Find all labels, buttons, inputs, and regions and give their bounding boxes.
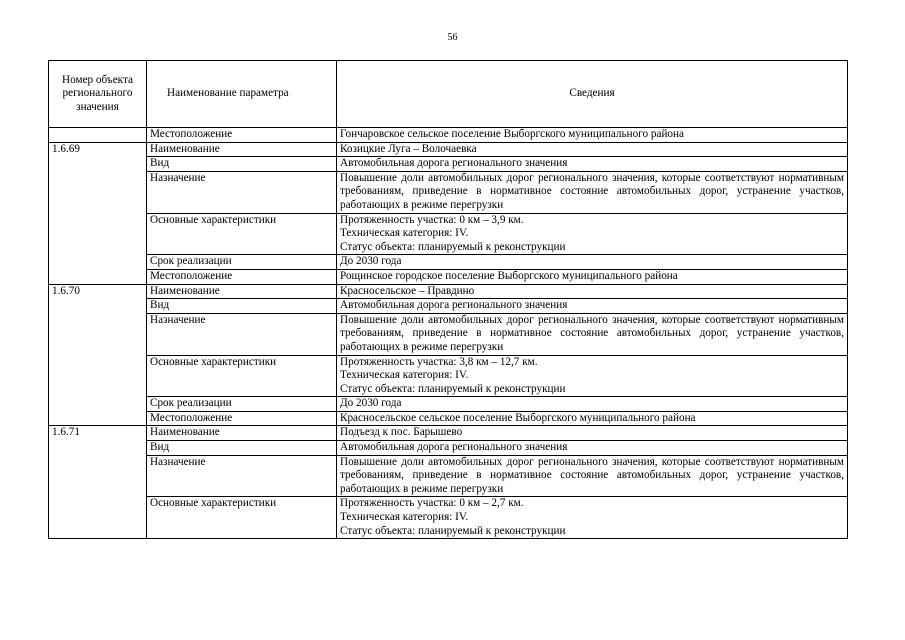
value-cell: Автомобильная дорога регионального значения [337, 157, 848, 172]
param-cell: Назначение [147, 455, 337, 497]
table-row [49, 157, 848, 172]
value-line: Статус объекта: планируемый к реконструкции [340, 524, 566, 537]
value-line: Протяженность участка: 3,8 км – 12,7 км. [340, 355, 538, 368]
value-cell: Автомобильная дорога регионального значения [337, 299, 848, 314]
value-cell [337, 213, 848, 255]
parameters-table [48, 60, 848, 539]
param-cell: Основные характеристики [147, 497, 337, 539]
param-cell: Срок реализации [147, 255, 337, 270]
table-row [49, 269, 848, 284]
value-cell: Повышение доли автомобильных дорог регионального значения, которые соответствуют нормативным требованиям, приведение в нормативное состояние автомобильных дорог, устранение участков, работающих в режиме перегрузки [337, 171, 848, 213]
table-row [49, 255, 848, 270]
header-object-number: Номер объекта регионального значения [49, 61, 147, 128]
value-cell: Повышение доли автомобильных дорог регионального значения, которые соответствуют нормативным требованиям, приведение в нормативное состояние автомобильных дорог, устранение участков, работающих в режиме перегрузки [337, 455, 848, 497]
param-cell: Срок реализации [147, 397, 337, 412]
table-row [49, 355, 848, 397]
param-cell: Наименование [147, 426, 337, 441]
object-number-cell [49, 128, 147, 143]
param-cell: Местоположение [147, 269, 337, 284]
object-number-cell: 1.6.70 [49, 284, 147, 426]
value-cell: Автомобильная дорога регионального значения [337, 441, 848, 456]
param-cell: Вид [147, 441, 337, 456]
value-line: Протяженность участка: 0 км – 3,9 км. [340, 213, 524, 226]
table-row [49, 397, 848, 412]
table-header-row [49, 61, 848, 128]
value-cell: Красносельское сельское поселение Выборгского муниципального района [337, 411, 848, 426]
param-cell: Наименование [147, 142, 337, 157]
object-number-cell: 1.6.71 [49, 426, 147, 539]
table-row [49, 128, 848, 143]
table-row [49, 313, 848, 355]
param-cell: Основные характеристики [147, 355, 337, 397]
value-cell [337, 355, 848, 397]
value-cell: Красносельское – Правдино [337, 284, 848, 299]
table-row [49, 171, 848, 213]
value-line: Статус объекта: планируемый к реконструкции [340, 382, 566, 395]
table-row [49, 213, 848, 255]
table-row [49, 441, 848, 456]
table-row [49, 411, 848, 426]
table-row [49, 455, 848, 497]
value-cell: Подъезд к пос. Барышево [337, 426, 848, 441]
header-parameter-name: Наименование параметра [147, 61, 337, 128]
param-cell: Местоположение [147, 411, 337, 426]
table-row [49, 299, 848, 314]
param-cell: Вид [147, 157, 337, 172]
param-cell: Наименование [147, 284, 337, 299]
page-number: 56 [447, 32, 458, 43]
param-cell: Вид [147, 299, 337, 314]
value-cell: До 2030 года [337, 255, 848, 270]
table-row [49, 426, 848, 441]
value-line: Техническая категория: IV. [340, 369, 469, 382]
table-row [49, 284, 848, 299]
value-cell: До 2030 года [337, 397, 848, 412]
value-line: Статус объекта: планируемый к реконструкции [340, 240, 566, 253]
param-cell: Местоположение [147, 128, 337, 143]
table-row [49, 142, 848, 157]
value-cell: Гончаровское сельское поселение Выборгского муниципального района [337, 128, 848, 143]
param-cell: Основные характеристики [147, 213, 337, 255]
object-number-cell: 1.6.69 [49, 142, 147, 284]
value-line: Протяженность участка: 0 км – 2,7 км. [340, 497, 524, 510]
value-cell [337, 497, 848, 539]
value-cell: Повышение доли автомобильных дорог регионального значения, которые соответствуют нормативным требованиям, приведение в нормативное состояние автомобильных дорог, устранение участков, работающих в режиме перегрузки [337, 313, 848, 355]
param-cell: Назначение [147, 171, 337, 213]
value-cell: Рощинское городское поселение Выборгского муниципального района [337, 269, 848, 284]
header-details: Сведения [337, 61, 848, 128]
value-cell: Козицкие Луга – Волочаевка [337, 142, 848, 157]
param-cell: Назначение [147, 313, 337, 355]
table-row [49, 497, 848, 539]
value-line: Техническая категория: IV. [340, 227, 469, 240]
value-line: Техническая категория: IV. [340, 511, 469, 524]
